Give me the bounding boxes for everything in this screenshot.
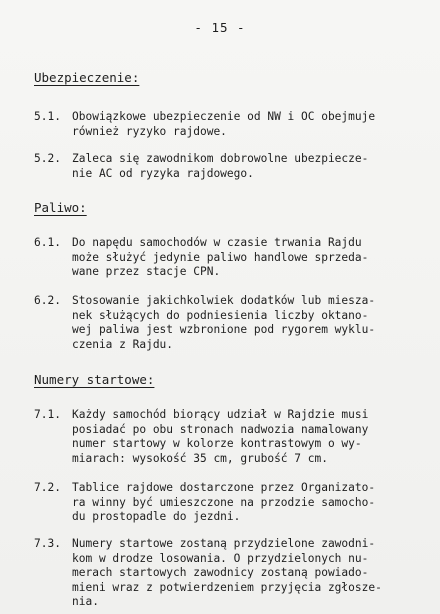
paragraph-number: 6.2. (34, 294, 61, 307)
paragraph-line: mieni wraz z potwierdzeniem przyjęcia zgłosze- (72, 580, 382, 594)
paragraph-line: czenia z Rajdu. (72, 337, 174, 351)
paragraph-line: Zaleca się zawodnikom dobrowolne ubezpiecze- (72, 152, 369, 165)
paragraph-line: wej paliwa jest wzbronione pod rygorem wyklu- (72, 323, 376, 337)
paragraph-number: 7.2. (34, 481, 61, 494)
paragraph-number: 5.2. (34, 152, 61, 165)
paragraph-line: Numery startowe zostaną przydzielone zawodni- (72, 537, 376, 550)
paragraph-line: wane przez stacje CPN. (72, 265, 221, 279)
paragraph-line: nia. (72, 595, 99, 609)
paragraph-line: Obowiązkowe ubezpieczenie od NW i OC obejmuje (72, 110, 376, 123)
paragraph-line: ra winny być umieszczone na przodzie samocho- (72, 495, 376, 509)
paragraph-number: 6.1. (34, 236, 61, 249)
paragraph-line: również ryzyko rajdowe. (72, 124, 227, 138)
paragraph-line: Do napędu samochodów w czasie trwania Rajdu (72, 236, 362, 249)
paragraph-line: nek służących do podniesienia liczby oktano- (72, 308, 369, 322)
paragraph-number: 7.3. (34, 537, 61, 550)
page-number: - 15 - (194, 20, 246, 35)
paragraph-line: może służyć jedynie paliwo handlowe sprzeda- (72, 250, 369, 264)
paragraph-line: Stosowanie jakichkolwiek dodatków lub miesza- (72, 294, 376, 307)
paragraph-line: Każdy samochód biorący udział w Rajdzie musi (72, 408, 369, 421)
paragraph-line: du prostopadle do jezdni. (72, 510, 241, 524)
section-heading-paliwo: Paliwo: (34, 200, 87, 215)
paragraph-number: 7.1. (34, 408, 61, 421)
paragraph-line: posiadać po obu stronach nadwozia namalowany (72, 422, 369, 436)
paragraph-line: numer startowy w kolorze kontrastowym o wy- (72, 437, 362, 451)
paragraph-line: miarach: wysokość 35 cm, grubość 7 cm. (72, 451, 328, 465)
paragraph-line: nie AC od ryzyka rajdowego. (72, 166, 254, 180)
section-heading-ubezpieczenie: Ubezpieczenie: (34, 70, 140, 85)
paragraph-line: merach startowych zawodnicy zostaną powiado- (72, 566, 369, 580)
section-heading-numery-startowe: Numery startowe: (34, 372, 155, 387)
paragraph-number: 5.1. (34, 110, 61, 123)
paragraph-line: Tablice rajdowe dostarczone przez Organizato- (72, 481, 376, 494)
paragraph-line: kom w drodze losowania. O przydzielonych nu- (72, 551, 369, 565)
